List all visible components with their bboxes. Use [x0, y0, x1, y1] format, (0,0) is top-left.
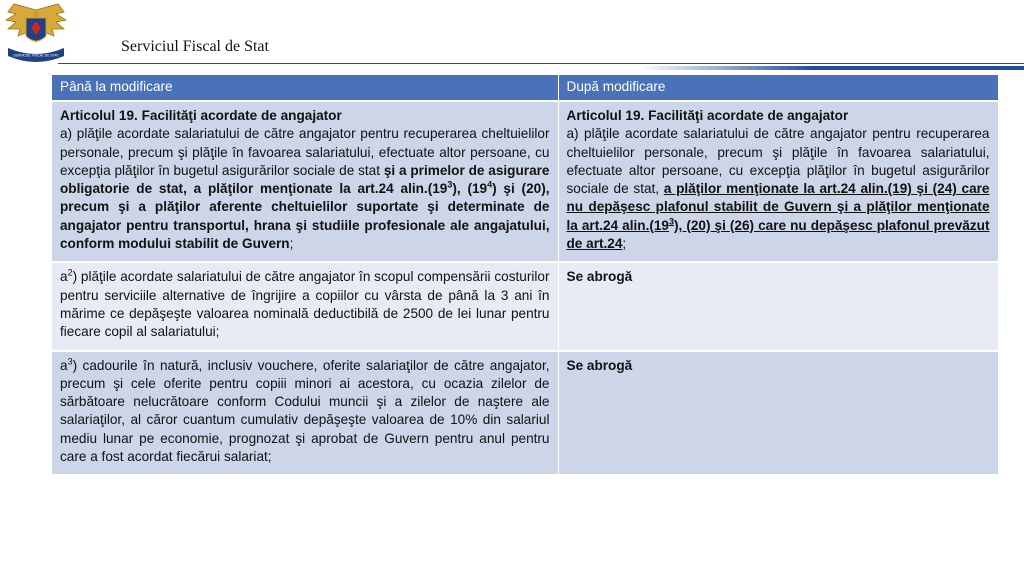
- repealed-label: Se abrogă: [566, 269, 633, 285]
- cell-text: ) cadourile în natură, inclusiv vouchere, oferite salariaţilor de către angajator, precum şi cele oferite pentru copiii minori ai acestora, cu ocazia zilelor de sărbătoare nelucrătoare conform Codului muncii şi a zilelor de naştere ale salariaţilor, al căror cuantum cumulativ depăşeşte valoarea de 10% din salariul mediu lunar pe economie, prognozat şi aprobat de Guvern pentru anul pentru care a fost acordat fiecărui salariat;: [60, 357, 550, 465]
- superscript: 3: [447, 179, 453, 190]
- cell-bold-text: ), (19: [452, 181, 488, 197]
- repealed-label: Se abrogă: [566, 357, 633, 373]
- cell-before-a3: [52, 351, 558, 475]
- superscript: 3: [669, 216, 675, 227]
- sfs-emblem-logo: [4, 2, 68, 68]
- comparison-table: [52, 75, 999, 474]
- cell-after-article19: [558, 101, 998, 262]
- header-accent-bar: [640, 66, 1024, 70]
- cell-before-article19: [52, 101, 558, 262]
- superscript: 4: [487, 179, 493, 190]
- cell-text: a: [60, 269, 68, 285]
- superscript: 3: [67, 356, 73, 367]
- article-title: Articolul 19. Facilităţi acordate de angajator: [60, 108, 342, 123]
- article-title: Articolul 19. Facilităţi acordate de angajator: [566, 108, 849, 123]
- header-divider: [58, 63, 1024, 64]
- org-title: Serviciul Fiscal de Stat: [121, 38, 269, 55]
- cell-text: a) plăţile acordate salariatului de către angajator pentru recuperarea cheltuielilor personale, precum şi plăţile în favoarea salariatului, efectuate altor persoane, cu excepţia plăţilor în bugetul asigurărilor sociale de stat,: [566, 126, 990, 197]
- header-after: După modificare: [558, 75, 998, 101]
- table-row: [52, 262, 998, 350]
- superscript: 2: [67, 267, 73, 278]
- logo-ribbon-text: SERVICIUL FISCAL DE STAT: [13, 53, 59, 58]
- cell-after-a3: [558, 351, 998, 475]
- table-header-row: [52, 75, 998, 101]
- cell-text: a: [60, 357, 68, 373]
- cell-after-a2: [558, 262, 998, 350]
- cell-bold-text: ) şi (20), precum şi a plăţilor aferente cheltuielilor suportate şi determinate de angajator pentru transportul, hrana şi studiile profesionale ale angajatului, conform modului stabilit de Guvern: [60, 181, 550, 252]
- cell-bold-text: şi a primelor de asigurare obligatorie de stat, a plăţilor menţionate la art.24 alin.(19: [60, 162, 550, 197]
- table-row: [52, 101, 998, 262]
- cell-text: a) plăţile acordate salariatului de către angajator pentru recuperarea cheltuielilor personale, precum şi plăţile în favoarea salariatului, efectuate altor persoane, cu excepţia plăţilor în bugetul asigurărilor sociale de stat: [60, 126, 550, 178]
- cell-text: ) plăţile acordate salariatului de către angajator în scopul compensării costurilor pentru serviciile alternative de îngrijire a copiilor cu vârsta de până la 3 ani în mărime ce depăşeşte valoarea nominală deductibilă de 2500 de lei lunar pentru fiecare copil al salariatului;: [60, 269, 550, 340]
- cell-before-a2: [52, 262, 558, 350]
- cell-underlined-text: ), (20) şi (26) care nu depăşesc plafonul prevăzut de art.24: [566, 217, 990, 252]
- cell-text: ;: [622, 236, 627, 252]
- cell-text: ;: [289, 236, 294, 252]
- header-before: Până la modificare: [52, 75, 558, 101]
- cell-underlined-text: a plăţilor menţionate la art.24 alin.(19) şi (24) care nu depăşesc plafonul stabilit de Guvern şi a plăţilor menţionate la art.24 alin.(19: [566, 181, 990, 233]
- table-row: [52, 351, 998, 475]
